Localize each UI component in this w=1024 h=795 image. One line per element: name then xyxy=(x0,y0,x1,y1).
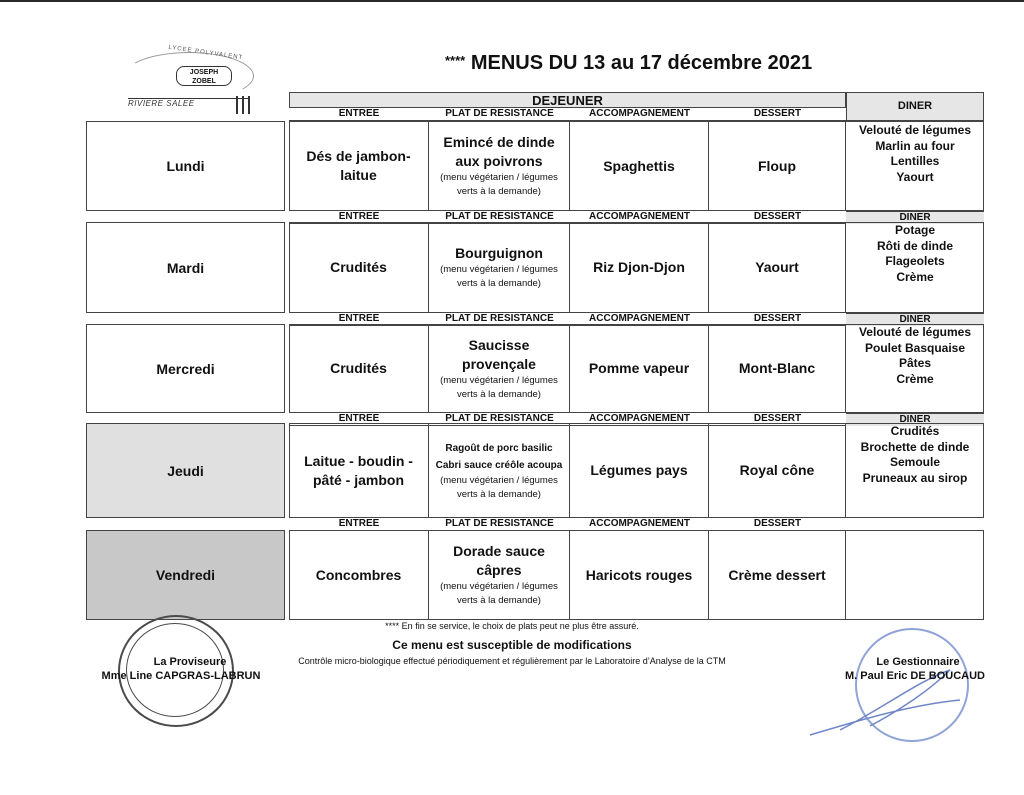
dejeuner-header: DEJEUNER xyxy=(289,92,846,108)
dish-note: verts à la demande) xyxy=(457,186,541,197)
column-header-dessert: DESSERT xyxy=(753,108,802,119)
column-header-entree: ENTREE xyxy=(338,108,380,119)
column-header-dessert: DESSERT xyxy=(753,313,802,324)
dish-line: Ragoût de porc basilic xyxy=(445,442,553,454)
diner-cell xyxy=(846,424,984,486)
dish-line: câpres xyxy=(476,562,522,578)
diner-item: Rôti de dinde xyxy=(877,238,953,253)
cell-accompagnement xyxy=(570,324,709,413)
dish-line: Dés de jambon-laitue xyxy=(306,148,411,183)
day-label: Jeudi xyxy=(86,423,285,518)
diner-column-header: DINER xyxy=(846,211,984,224)
diner-column-header: DINER xyxy=(846,413,984,426)
dish-line: Mont-Blanc xyxy=(738,360,816,376)
dish-line: Cabri sauce créôle acoupa xyxy=(435,459,563,471)
cell-accompagnement xyxy=(570,222,709,313)
diner-item: Pâtes xyxy=(898,356,932,370)
day-label: Mardi xyxy=(86,222,285,313)
day-label: Mercredi xyxy=(86,324,285,413)
dish-line: Emincé de dinde xyxy=(443,134,555,150)
dish-line: Légumes pays xyxy=(590,462,688,478)
dish-line: Floup xyxy=(757,157,797,174)
dish-line: Laitue - boudin - xyxy=(304,452,413,469)
diner-item: Potage xyxy=(894,223,935,237)
column-header-plat: PLAT DE RESISTANCE xyxy=(445,211,554,222)
diner-cell xyxy=(846,123,984,185)
column-header-accompagnement: ACCOMPAGNEMENT xyxy=(589,211,690,222)
dish-note: (menu végétarien / légumes xyxy=(440,172,558,183)
dish-line: provençale xyxy=(462,355,536,372)
cell-entree xyxy=(289,222,429,313)
dish-note: verts à la demande) xyxy=(457,278,541,289)
control-note: Contrôle micro-biologique effectué périodiquement et régulièrement par le Laboratoire d’Analyse de la CTM xyxy=(298,656,726,666)
column-header-dessert: DESSERT xyxy=(753,211,802,222)
column-header-entree: ENTREE xyxy=(338,518,380,529)
day-label: Vendredi xyxy=(86,530,285,620)
logo-name-line1: JOSEPH xyxy=(189,69,219,76)
diner-item: Lentilles xyxy=(890,154,940,168)
dish-note: (menu végétarien / légumes xyxy=(440,374,558,386)
cell-plat xyxy=(429,222,570,313)
day-label: Lundi xyxy=(86,121,285,211)
diner-item: Flageolets xyxy=(885,254,945,268)
diner-item: Brochette de dinde xyxy=(860,439,970,454)
dish-line: Pomme vapeur xyxy=(588,360,690,376)
cell-plat xyxy=(429,530,570,620)
dish-note: verts à la demande) xyxy=(457,488,541,500)
logo-arc-text: LYCEE POLYVALENT xyxy=(167,44,244,62)
cell-dessert xyxy=(709,222,846,313)
diner-header: DINER xyxy=(846,92,984,121)
column-header-accompagnement: ACCOMPAGNEMENT xyxy=(589,108,690,119)
dish-line: pâté - jambon xyxy=(312,471,404,488)
cell-plat xyxy=(429,423,570,518)
dish-note: (menu végétarien / légumes xyxy=(440,474,558,486)
school-logo xyxy=(118,44,258,120)
dish-line: Royal cône xyxy=(739,462,815,478)
dish-line: Dorade sauce xyxy=(453,543,545,559)
column-header-accompagnement: ACCOMPAGNEMENT xyxy=(589,413,690,424)
diner-column-header: DINER xyxy=(846,313,984,326)
diner-item: Velouté de légumes xyxy=(858,325,972,339)
column-header-entree: ENTREE xyxy=(338,413,380,424)
column-header-accompagnement: ACCOMPAGNEMENT xyxy=(589,518,690,529)
dish-note: (menu végétarien / légumes xyxy=(440,264,558,275)
top-border xyxy=(0,0,1024,2)
dish-line: Spaghettis xyxy=(603,157,675,174)
cell-plat xyxy=(429,324,570,413)
page-title xyxy=(445,52,812,75)
column-header-entree: ENTREE xyxy=(338,211,380,222)
service-note: **** En fin se service, le choix de plats peut ne plus être assuré. xyxy=(385,621,639,631)
dish-note: verts à la demande) xyxy=(457,388,541,400)
logo-name-box xyxy=(176,66,232,86)
dish-note: verts à la demande) xyxy=(457,595,541,606)
dish-line: Concombres xyxy=(315,566,402,583)
dish-note: (menu végétarien / légumes xyxy=(440,581,558,592)
dish-line: Haricots rouges xyxy=(585,566,693,583)
cell-dessert xyxy=(709,324,846,413)
dish-line: Crème dessert xyxy=(728,566,826,583)
diner-cell xyxy=(846,223,984,285)
right-signatory-name: M. Paul Eric DE BOUCAUD xyxy=(845,670,985,682)
modification-note: Ce menu est susceptible de modifications xyxy=(392,638,632,652)
diner-item: Pruneaux au sirop xyxy=(862,470,968,485)
column-header-dessert: DESSERT xyxy=(753,413,802,424)
diner-item: Crudités xyxy=(890,424,940,438)
dish-line: Yaourt xyxy=(755,259,799,275)
cell-dessert xyxy=(709,530,846,620)
cell-entree xyxy=(289,324,429,413)
column-header-accompagnement: ACCOMPAGNEMENT xyxy=(589,313,690,324)
diner-item: Velouté de légumes xyxy=(858,123,972,137)
left-signatory-name: Mme Line CAPGRAS-LABRUN xyxy=(101,670,261,682)
logo-bars xyxy=(232,96,252,114)
left-signatory-role: La Proviseure xyxy=(153,656,227,668)
diner-item: Semoule xyxy=(889,455,940,469)
logo-place: RIVIERE SALEE xyxy=(128,98,248,113)
cell-accompagnement xyxy=(570,121,709,211)
cell-dessert xyxy=(709,121,846,211)
column-header-entree: ENTREE xyxy=(338,313,380,324)
diner-item: Yaourt xyxy=(896,169,934,184)
cell-entree xyxy=(289,121,429,211)
column-header-dessert: DESSERT xyxy=(753,518,802,529)
dish-line: Crudités xyxy=(330,259,387,275)
cell-accompagnement xyxy=(570,423,709,518)
column-header-plat: PLAT DE RESISTANCE xyxy=(445,108,554,119)
logo-name-line2: ZOBEL xyxy=(192,78,216,85)
dish-line: aux poivrons xyxy=(455,153,543,169)
column-header-plat: PLAT DE RESISTANCE xyxy=(445,518,554,529)
column-header-plat: PLAT DE RESISTANCE xyxy=(445,313,554,324)
dish-line: Riz Djon-Djon xyxy=(593,259,685,275)
title-text: MENUS DU 13 au 17 décembre 2021 xyxy=(470,52,813,74)
diner-item: Poulet Basquaise xyxy=(864,340,966,355)
cell-accompagnement xyxy=(570,530,709,620)
cell-entree xyxy=(289,530,429,620)
title-stars: **** xyxy=(445,53,466,68)
diner-cell xyxy=(846,325,984,387)
dish-line: Saucisse xyxy=(468,336,530,353)
right-signatory-role: Le Gestionnaire xyxy=(876,656,960,668)
cell-entree xyxy=(289,423,429,518)
diner-item: Crème xyxy=(896,269,934,284)
dish-line: Bourguignon xyxy=(455,245,543,261)
dish-line: Crudités xyxy=(330,360,387,376)
diner-item: Crème xyxy=(896,371,934,386)
column-header-plat: PLAT DE RESISTANCE xyxy=(445,413,554,424)
cell-plat xyxy=(429,121,570,211)
cell-dessert xyxy=(709,423,846,518)
diner-item: Marlin au four xyxy=(875,138,955,153)
